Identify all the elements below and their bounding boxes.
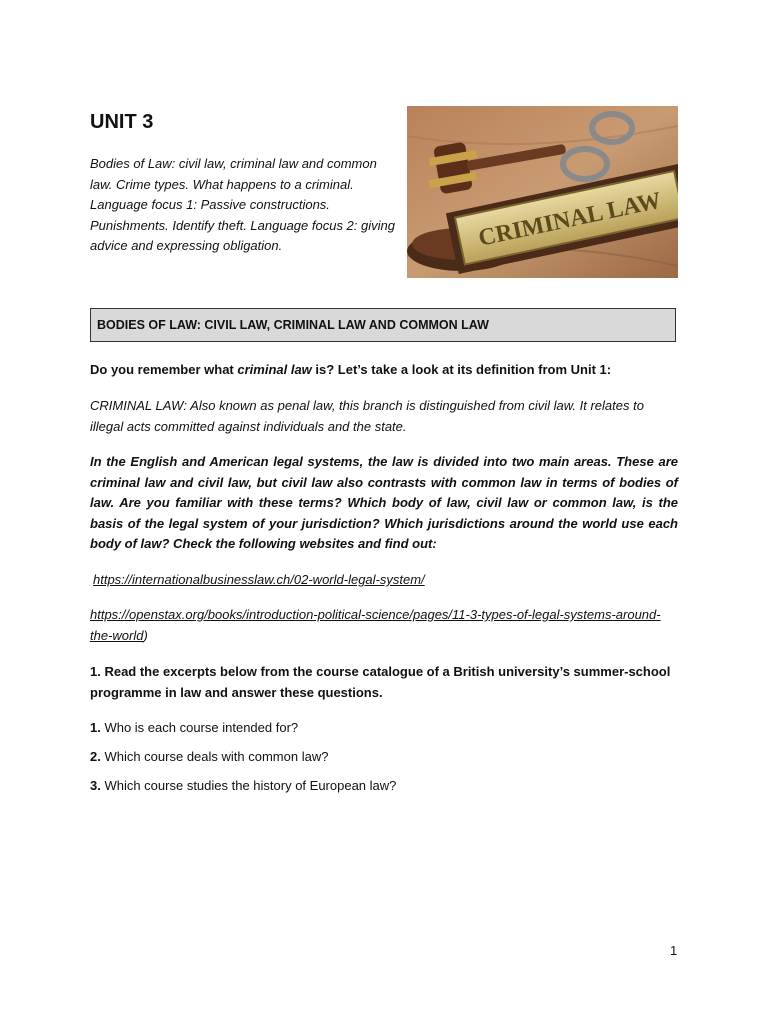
unit-title: UNIT 3 — [90, 111, 154, 133]
exercise-question-1 — [90, 718, 678, 739]
nameplate-text: CRIMINAL LAW — [476, 187, 664, 252]
question-number: 3. — [90, 778, 101, 793]
exercise-question-3 — [90, 776, 678, 797]
link-paragraph-2 — [90, 605, 678, 646]
unit-intro: Bodies of Law: civil law, criminal law and common law. Crime types. What happens to a criminal. Language focus 1: Passive constructions. Punishments. Identify theft. Language focus 2: giving advice and expressing obligation. — [90, 156, 395, 253]
legal-systems-paragraph: In the English and American legal systems, the law is divided into two main areas. These are criminal law and civil law, but civil law also contrasts with common law in terms of bodies of law. Are you familiar with these terms? Which body of law, civil law or common law, is the basis of the legal system of your jurisdiction? Which jurisdictions around the world use each body of law? Check the following websites and find out: — [90, 454, 678, 551]
link-openstax-legal-systems[interactable]: https://openstax.org/books/introduction-political-science/pages/11-3-types-of-legal-systems-around-the-world — [90, 607, 661, 643]
criminal-law-photo — [407, 106, 678, 278]
question-text: Who is each course intended for? — [100, 720, 299, 735]
section-heading-box — [90, 308, 676, 342]
question-text: Which course deals with common law? — [100, 749, 329, 764]
review-question-pre: Do you remember what — [90, 362, 238, 377]
criminal-law-definition: CRIMINAL LAW: Also known as penal law, this branch is distinguished from civil law. It relates to illegal acts committed against individuals and the state. — [90, 398, 644, 434]
page-number: 1 — [670, 943, 678, 958]
link-suffix: ) — [143, 627, 148, 643]
question-number: 2. — [90, 749, 101, 764]
section-heading: BODIES OF LAW: CIVIL LAW, CRIMINAL LAW AND COMMON LAW — [97, 318, 489, 332]
link-world-legal-system[interactable]: https://internationalbusinesslaw.ch/02-world-legal-system/ — [93, 572, 425, 587]
exercise-question-2 — [90, 747, 678, 768]
question-number: 1. — [90, 720, 101, 735]
question-text: Which course studies the history of European law? — [100, 778, 397, 793]
review-question-post: is? Let’s take a look at its definition from Unit 1: — [311, 362, 612, 377]
exercise-instruction: 1. Read the excerpts below from the course catalogue of a British university’s summer-school programme in law and answer these questions. — [90, 664, 671, 700]
link-paragraph-1 — [93, 570, 681, 591]
review-question — [90, 360, 678, 381]
review-question-term: criminal law — [237, 362, 312, 377]
